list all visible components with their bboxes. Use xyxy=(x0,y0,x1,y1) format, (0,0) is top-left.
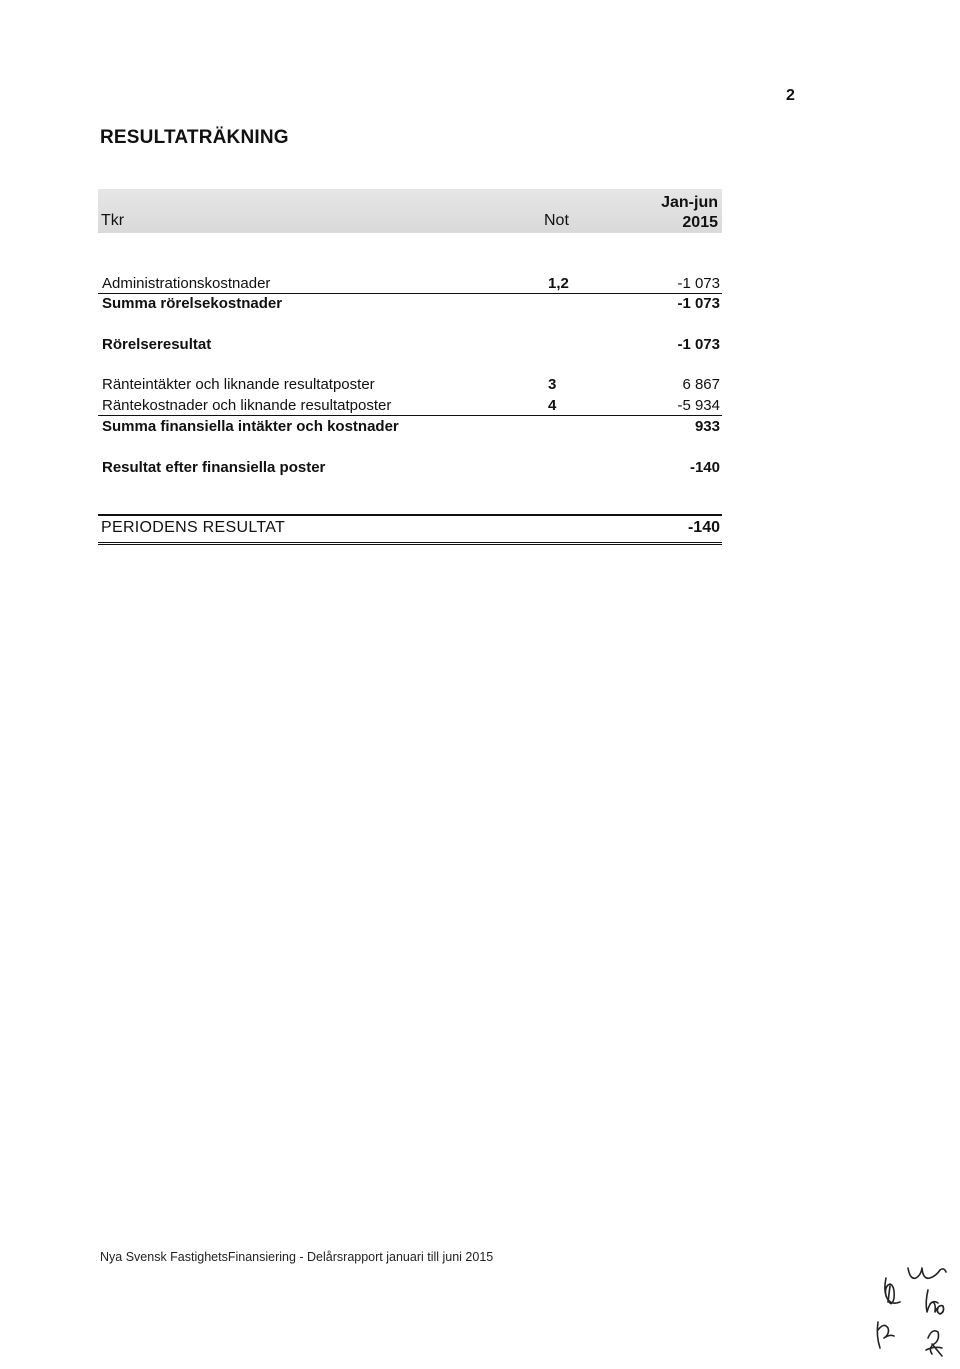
header-unit-label: Tkr xyxy=(101,212,125,229)
table-row xyxy=(100,294,720,314)
row-value: 933 xyxy=(694,418,720,435)
header-period-label: Jan-jun xyxy=(661,194,718,211)
header-period xyxy=(661,193,718,233)
page-title: RESULTATRÄKNING xyxy=(100,127,289,148)
row-value: -1 073 xyxy=(677,275,720,292)
footer-text: Nya Svensk FastighetsFinansiering - Delårsrapport januari till juni 2015 xyxy=(100,1250,494,1264)
final-result-value: -140 xyxy=(687,519,720,536)
row-note: 4 xyxy=(548,397,557,414)
header-note-label: Not xyxy=(544,212,569,229)
table-row xyxy=(100,458,720,478)
row-label: Resultat efter finansiella poster xyxy=(102,459,326,476)
row-label: Ränteintäkter och liknande resultatposter xyxy=(102,376,375,393)
row-label: Administrationskostnader xyxy=(102,275,271,292)
row-label: Summa finansiella intäkter och kostnader xyxy=(102,418,399,435)
row-rule xyxy=(98,415,722,416)
handwritten-initials-icon xyxy=(860,1250,960,1364)
final-result-label: PERIODENS RESULTAT xyxy=(101,519,286,536)
row-value: 6 867 xyxy=(682,376,720,393)
header-year-label: 2015 xyxy=(682,214,718,231)
row-note: 1,2 xyxy=(548,275,569,292)
final-result-row xyxy=(98,514,722,545)
table-row xyxy=(100,375,720,395)
row-value: -1 073 xyxy=(677,336,720,353)
table-row xyxy=(100,335,720,355)
row-value: -140 xyxy=(689,459,720,476)
table-row xyxy=(100,396,720,416)
row-label: Rörelseresultat xyxy=(102,336,212,353)
table-header-band xyxy=(98,189,722,233)
row-note: 3 xyxy=(548,376,557,393)
row-value: -5 934 xyxy=(677,397,720,414)
page-number: 2 xyxy=(786,87,795,104)
row-value: -1 073 xyxy=(677,295,720,312)
table-row xyxy=(100,274,720,294)
row-label: Räntekostnader och liknande resultatposter xyxy=(102,397,392,414)
table-row xyxy=(100,417,720,437)
row-label: Summa rörelsekostnader xyxy=(102,295,283,312)
